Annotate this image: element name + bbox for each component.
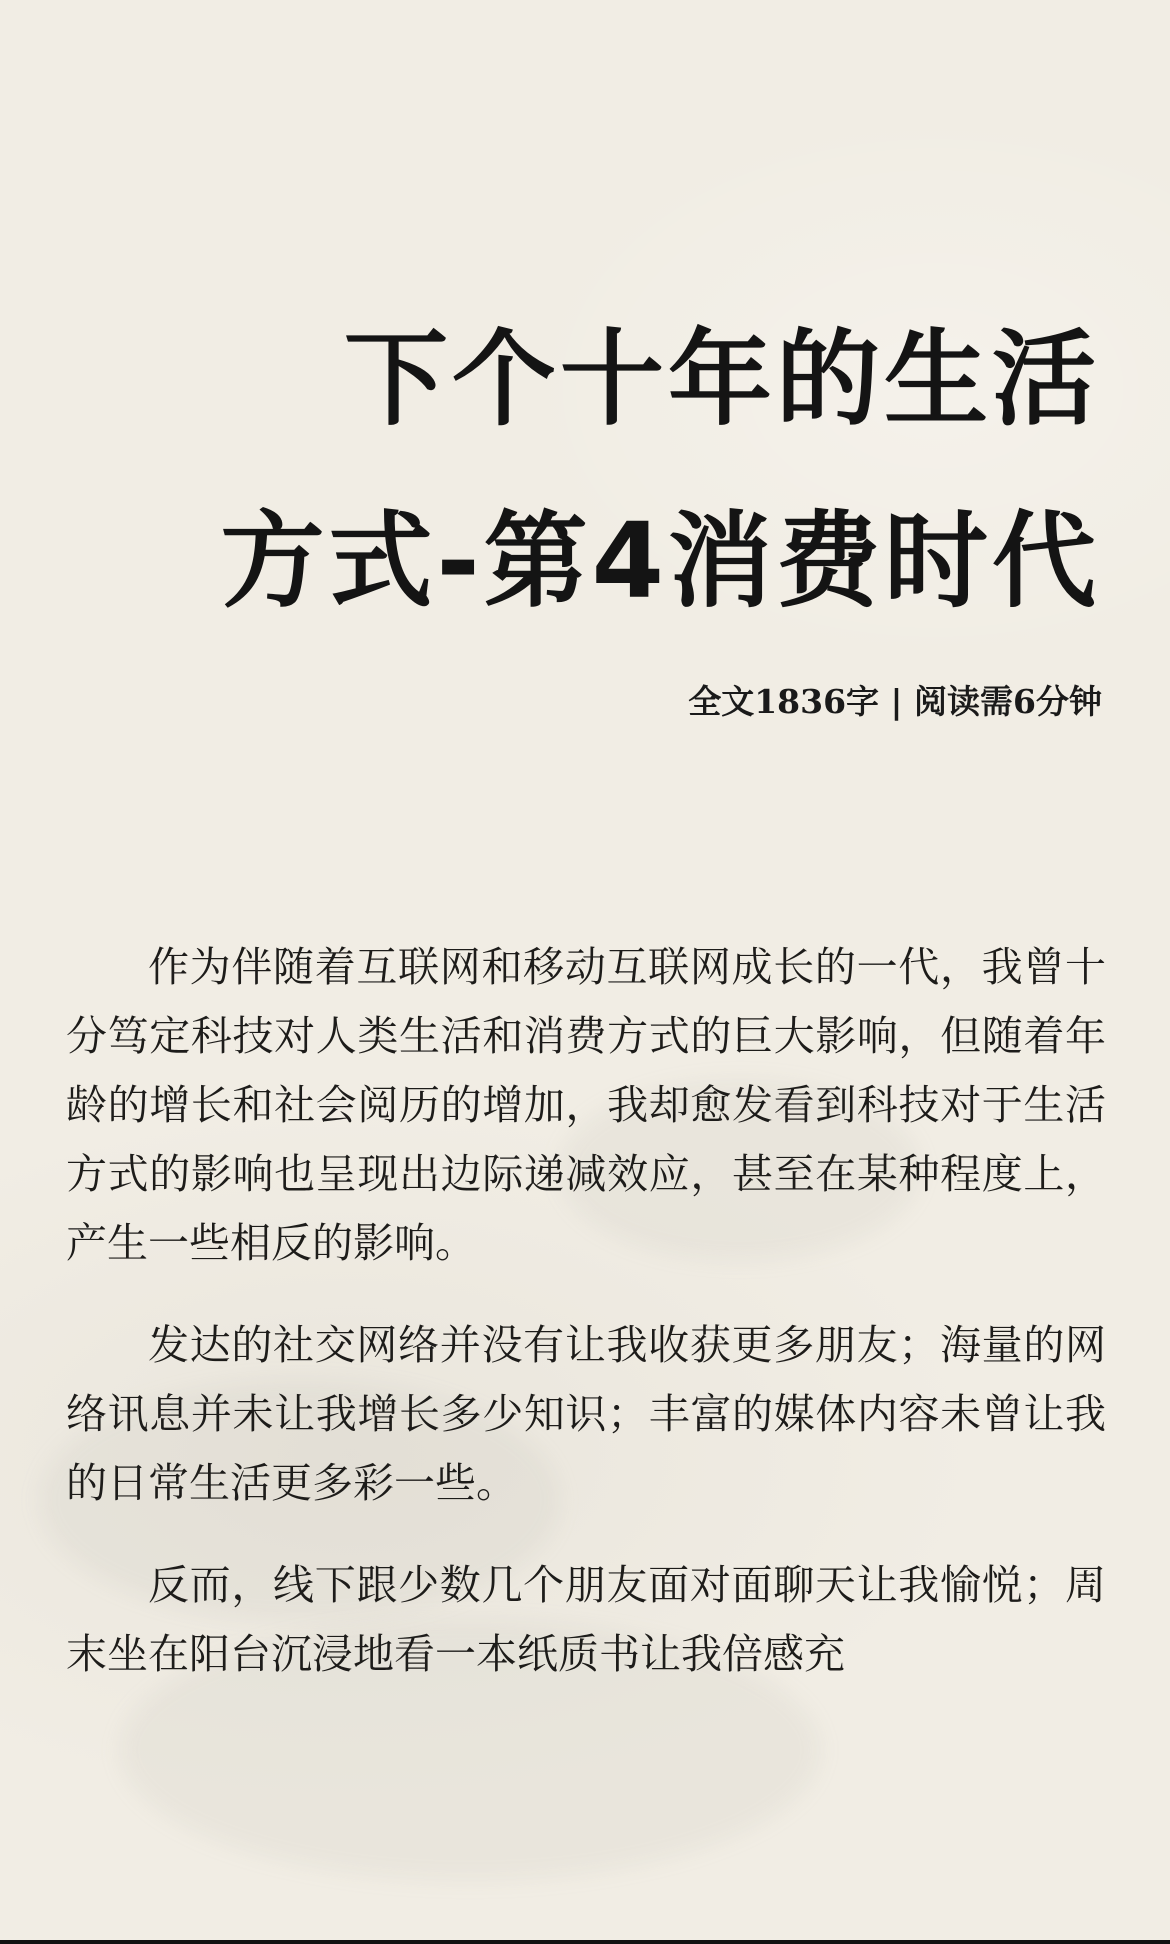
paragraph-2: 发达的社交网络并没有让我收获更多朋友；海量的网络讯息并未让我增长多少知识；丰富的媒体内容未曾让我的日常生活更多彩一些。	[66, 1321, 1106, 1507]
bottom-border	[0, 1940, 1170, 1944]
article-meta: 全文1836字 | 阅读需6分钟	[688, 682, 1102, 721]
article-body	[66, 933, 1106, 1722]
article-title	[60, 288, 1100, 652]
article-title-line-1: 下个十年的生活	[343, 318, 1100, 440]
article-title-line-2: 方式-第4消费时代	[220, 500, 1100, 622]
paragraph-3: 反而，线下跟少数几个朋友面对面聊天让我愉悦；周末坐在阳台沉浸地看一本纸质书让我倍感充	[66, 1561, 1106, 1678]
paragraph-1: 作为伴随着互联网和移动互联网成长的一代，我曾十分笃定科技对人类生活和消费方式的巨大影响，但随着年龄的增长和社会阅历的增加，我却愈发看到科技对于生活方式的影响也呈现出边际递减效应，甚至在某种程度上，产生一些相反的影响。	[66, 943, 1106, 1267]
